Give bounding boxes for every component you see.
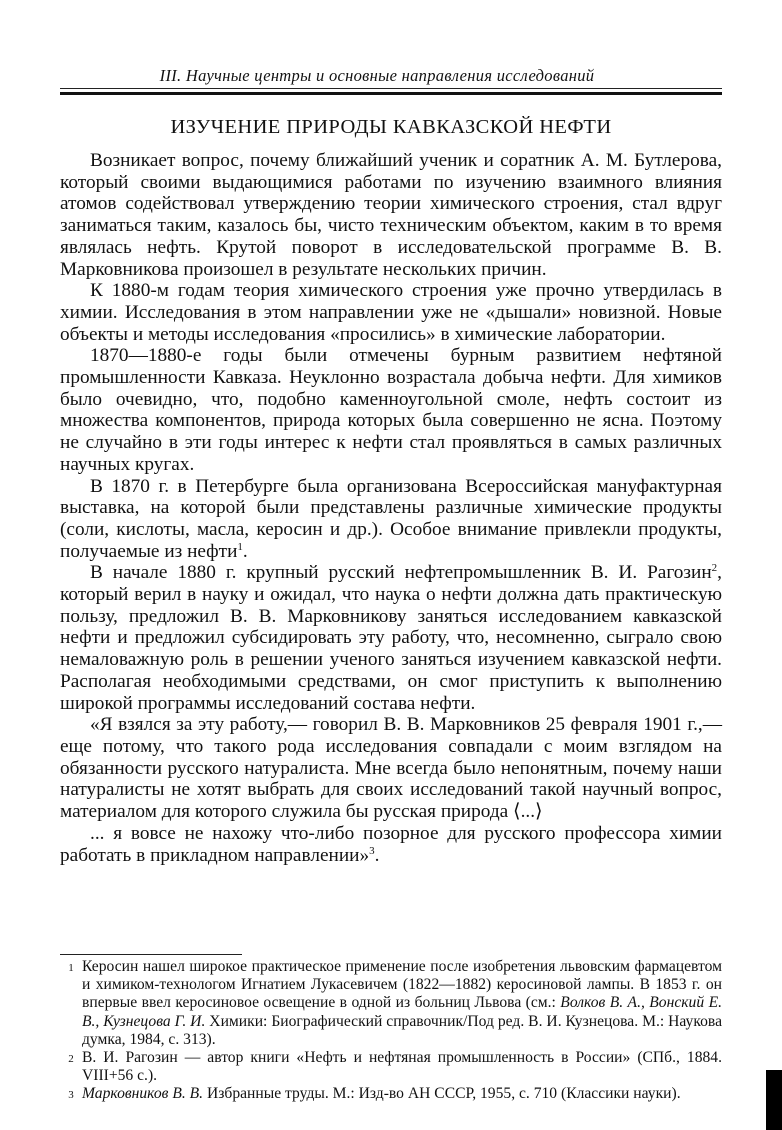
- paragraph-7-end: .: [374, 844, 380, 866]
- footnote-3: [60, 1085, 722, 1104]
- footnote-text: [82, 1049, 722, 1085]
- running-head: III. Научные центры и основные направления исследований: [159, 66, 595, 85]
- header-rule-thick: [60, 92, 722, 95]
- section-title: ИЗУЧЕНИЕ ПРИРОДЫ КАВКАЗСКОЙ НЕФТИ: [170, 116, 612, 138]
- paragraph-7-quote: [60, 823, 722, 866]
- footnote-text-a: Керосин нашел широкое практическое применение после изобретения львовским фармацевтом и химиком-технологом Игнатием Лукасевичем (1822—1882) керосиновой лампы. В 1853 г. он впервые ввел керосиновое освещение в одной из больниц Львова (см.:: [82, 958, 722, 1012]
- body-text: [60, 150, 722, 866]
- paragraph-1: Возникает вопрос, почему ближайший ученик и соратник А. М. Бутлерова, который своими выдающимися работами по изучению взаимного влияния атомов содействовал утверждению теории химического строения, стал вдруг заниматься таким, казалось бы, чисто техническим объектом, каким в то время являлась нефть. Крутой поворот в исследовательской программе В. В. Марковникова произошел в результате нескольких причин.: [60, 150, 722, 280]
- scan-edge: [764, 0, 782, 1130]
- paragraph-4: [60, 476, 722, 563]
- footnote-ref-2[interactable]: 2: [711, 562, 718, 575]
- footnote-rule: [60, 954, 242, 955]
- scan-edge-shadow: [766, 1070, 782, 1130]
- paragraph-4-text: В 1870 г. в Петербурге была организована Всероссийская мануфактурная выставка, на которой были представлены различные химические продукты (соли, кислоты, масла, керосин и др.). Особое внимание привлекли продукты, получаемые из нефти: [60, 475, 722, 562]
- footnote-text-a: В. И. Рагозин — автор книги «Нефть и нефтяная промышленность в России» (СПб., 1884. VIII+56 с.).: [82, 1049, 722, 1085]
- paragraph-4-end: .: [242, 540, 248, 562]
- footnote-number: 2: [68, 1053, 74, 1066]
- footnote-1: [60, 958, 722, 1049]
- paragraph-5-text-a: В начале 1880 г. крупный русский нефтепромышленник В. И. Рагозин: [90, 562, 712, 584]
- paragraph-5: [60, 562, 722, 714]
- footnote-text: [82, 958, 722, 1049]
- footnote-text-b: Избранные труды. М.: Изд-во АН СССР, 1955, с. 710 (Классики науки).: [203, 1085, 681, 1103]
- paragraph-5-text-b: , который верил в науку и ожидал, что наука о нефти должна дать практическую пользу, предложил В. В. Марковникову заняться исследованием кавказской нефти и предложил субсидировать эту работу, что, несомненно, сыграло свою немаловажную роль в решении ученого заняться изучением кавказской нефти. Располагая необходимыми средствами, он смог приступить к выполнению широкой программы исследований состава нефти.: [60, 562, 722, 714]
- footnote-number: 3: [68, 1089, 74, 1102]
- paragraph-7-text: ... я вовсе не нахожу что-либо позорное для русского профессора химии работать в прикладном направлении»: [60, 822, 722, 866]
- footnote-ref-3[interactable]: 3: [369, 844, 375, 857]
- footnote-text-b: Химики: Биографический справочник/Под ред. В. И. Кузнецова. М.: Наукова думка, 1984, с. 313).: [82, 1012, 722, 1048]
- footnote-ref-1[interactable]: 1: [237, 540, 243, 553]
- footnotes: [60, 958, 722, 1105]
- footnote-authors: Марковников В. В.: [82, 1085, 204, 1103]
- paragraph-2: К 1880-м годам теория химического строения уже прочно утвердилась в химии. Исследования в этом направлении уже не «дышали» новизной. Новые объекты и методы исследования «просились» в химические лаборатории.: [60, 280, 722, 345]
- footnote-authors: Волков В. А., Вонский Е. В., Кузнецова Г. И.: [82, 994, 722, 1030]
- footnote-2: [60, 1049, 722, 1085]
- footnote-number: 1: [68, 962, 74, 974]
- header-rule-thin: [60, 88, 722, 89]
- paragraph-6-quote: «Я взялся за эту работу,— говорил В. В. Марковников 25 февраля 1901 г.,— еще потому, что такого рода исследования совпадали с моим взглядом на обязанности русского натуралиста. Мне всегда было непонятным, почему наши натуралисты не хотят выбрать для своих исследований такой научный вопрос, материалом для которого служила бы русская природа ⟨...⟩: [60, 714, 722, 823]
- paragraph-3: 1870—1880-е годы были отмечены бурным развитием нефтяной промышленности Кавказа. Неуклонно возрастала добыча нефти. Для химиков было очевидно, что, подобно каменноугольной смоле, нефть состоит из множества компонентов, природа которых была совершенно не ясна. Поэтому не случайно в эти годы интерес к нефти стал проявляться в самых различных научных кругах.: [60, 345, 722, 475]
- footnote-text: [82, 1085, 722, 1104]
